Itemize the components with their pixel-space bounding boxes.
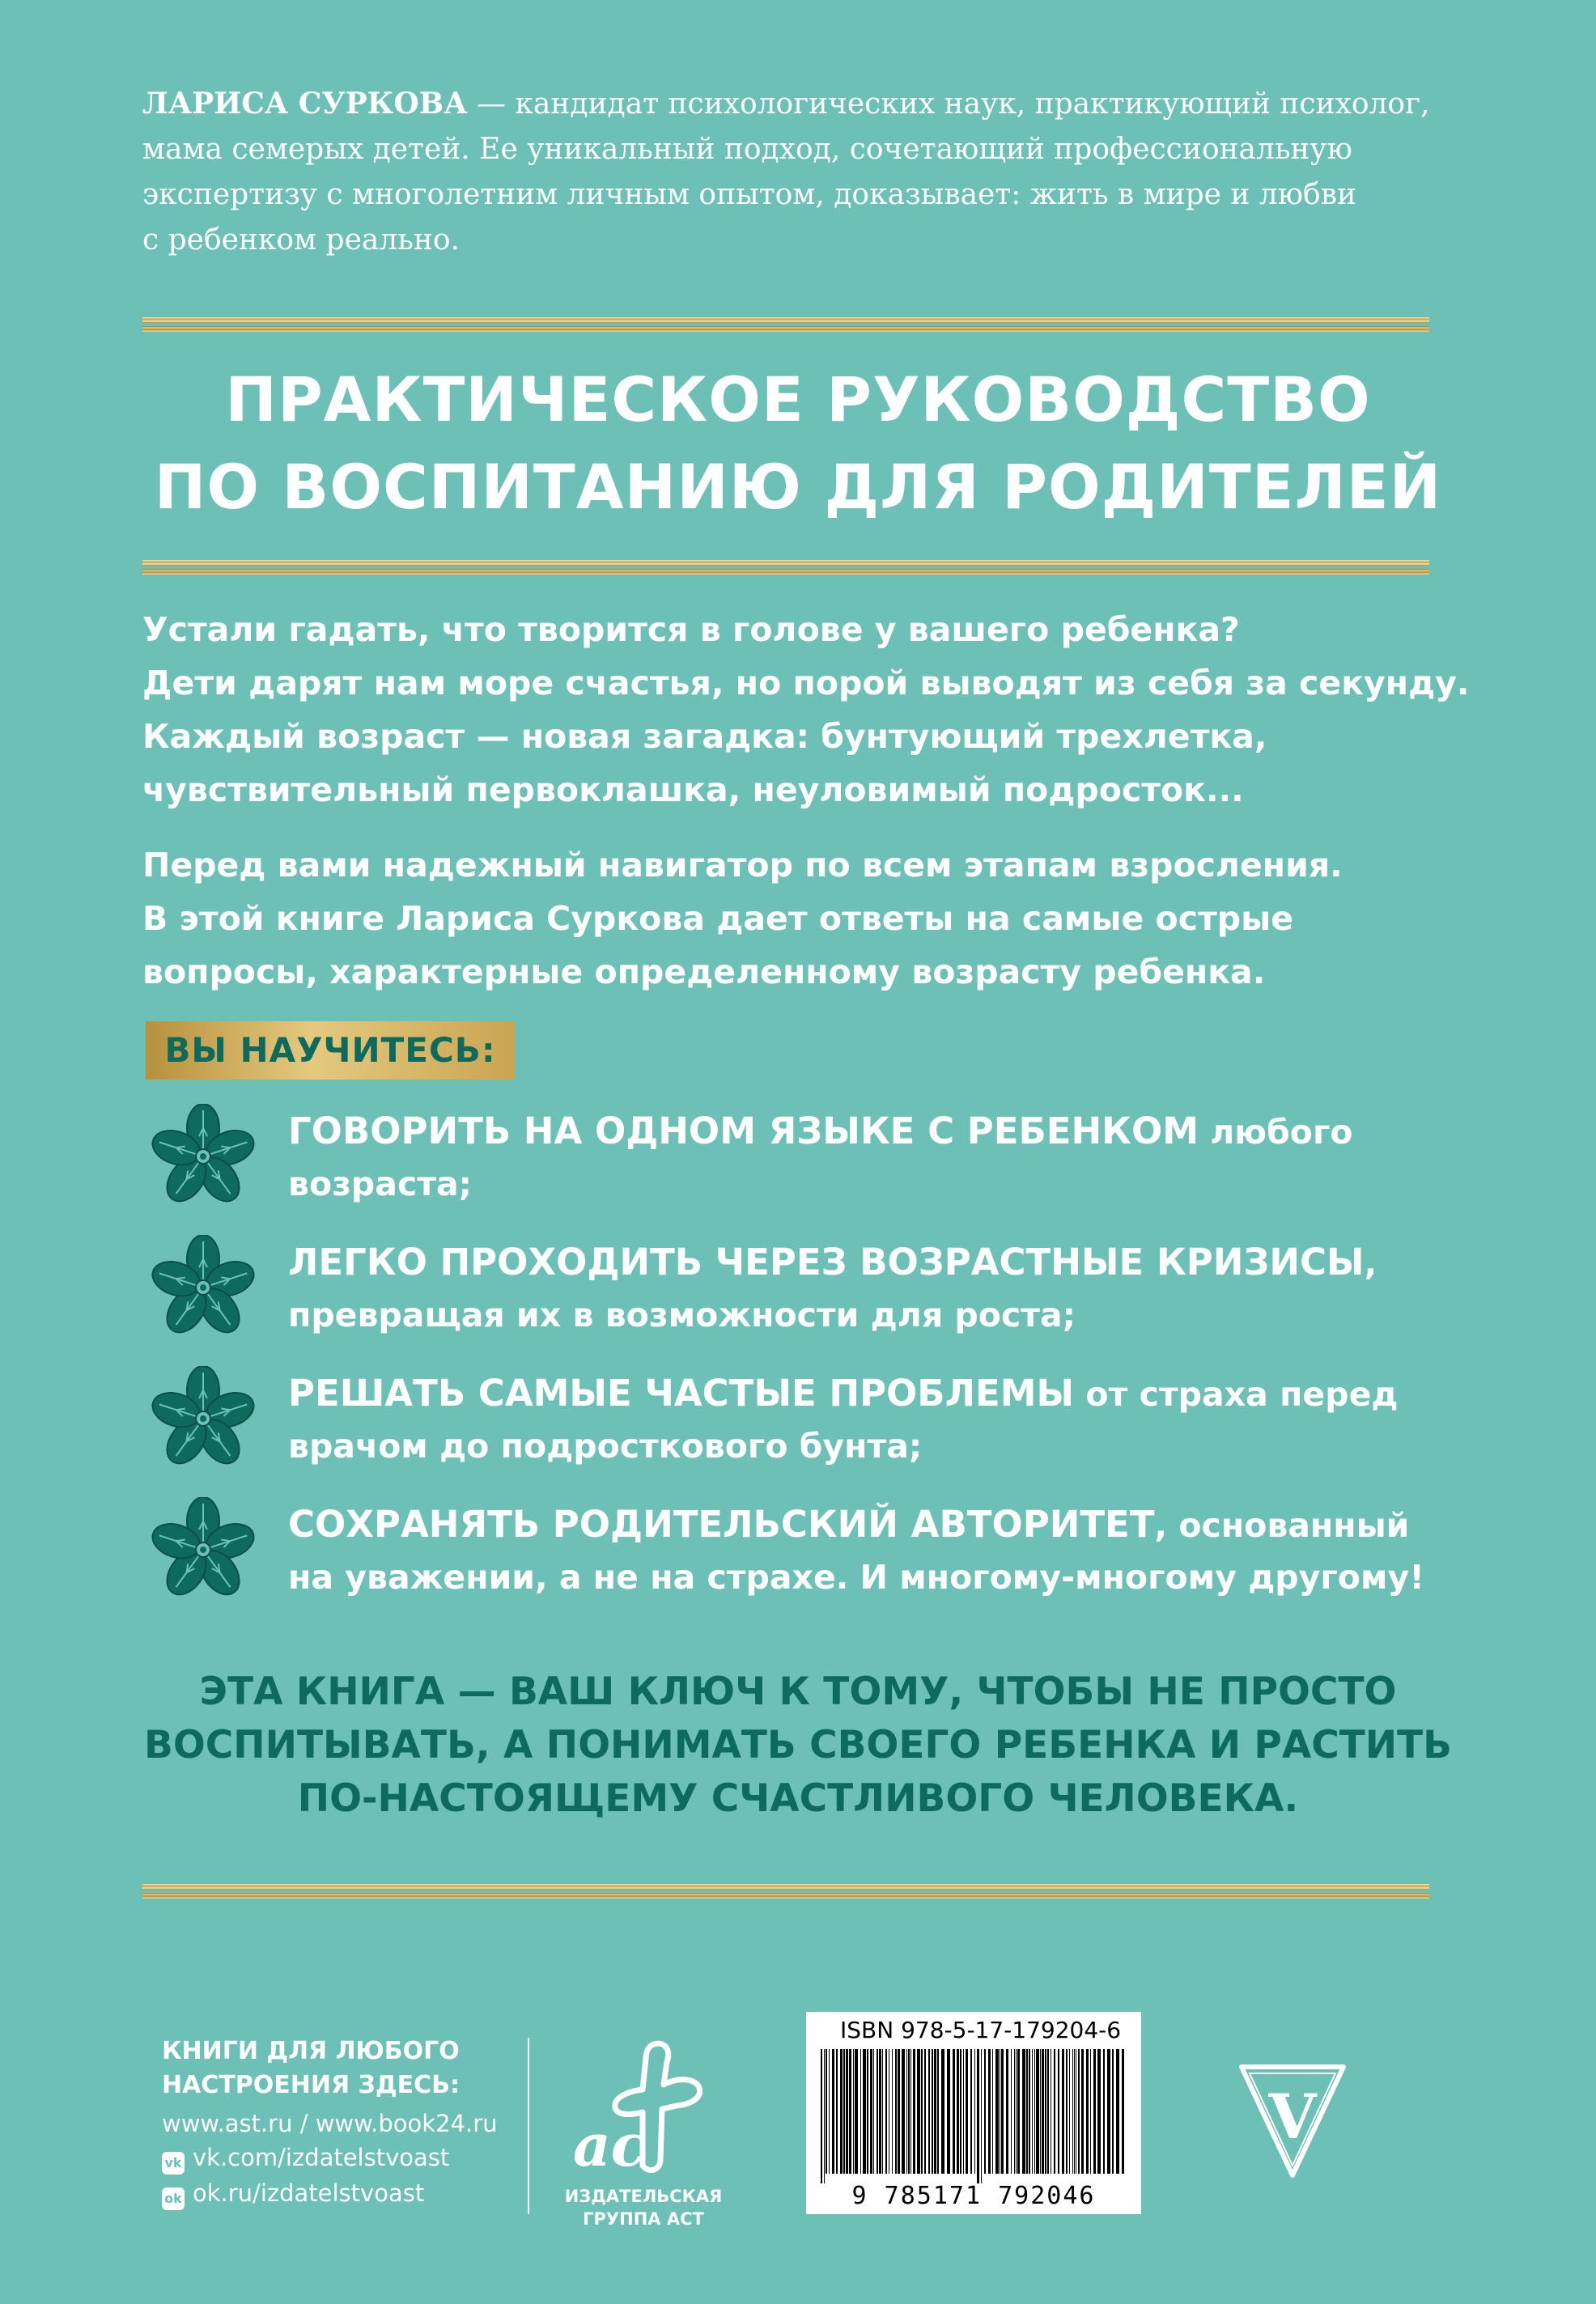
learn-item-3 bbox=[151, 1366, 1526, 1487]
isbn-number: ISBN 978-5-17-179204-6 bbox=[840, 2017, 1122, 2043]
barcode-bar bbox=[974, 2049, 975, 2174]
barcode-digits: 9 785171 792046 bbox=[851, 2182, 1096, 2210]
ok-icon: ok bbox=[162, 2187, 185, 2210]
flower-icon bbox=[151, 1104, 256, 1209]
barcode-bar bbox=[1014, 2049, 1015, 2174]
barcode-bar bbox=[873, 2049, 874, 2174]
learn-label: ВЫ НАУЧИТЕСЬ: bbox=[146, 1021, 515, 1080]
intro-line: чувствительный первоклашка, неуловимый подросток... bbox=[142, 770, 1244, 809]
barcode-bar bbox=[1112, 2049, 1114, 2174]
barcode-bar bbox=[1116, 2049, 1119, 2174]
footer-heading: КНИГИ ДЛЯ ЛЮБОГО НАСТРОЕНИЯ ЗДЕСЬ: bbox=[162, 2037, 460, 2099]
barcode-bar bbox=[1097, 2049, 1101, 2174]
barcode-bar bbox=[981, 2049, 982, 2183]
barcode-bar bbox=[984, 2049, 986, 2174]
barcode-bar bbox=[832, 2049, 834, 2174]
barcode-bar bbox=[953, 2049, 955, 2174]
barcode-bar bbox=[885, 2049, 887, 2174]
intro-line: Устали гадать, что творится в голове у вашего ребенка? bbox=[142, 610, 1240, 649]
closing-statement bbox=[0, 1665, 1596, 1826]
barcode-bar bbox=[1045, 2049, 1046, 2174]
barcode-bar bbox=[821, 2049, 822, 2183]
barcode-bar bbox=[913, 2049, 915, 2174]
headline-line-1: ПРАКТИЧЕСКОЕ РУКОВОДСТВО bbox=[225, 363, 1371, 435]
intro-line: В этой книге Лариса Суркова дает ответы на самые острые bbox=[142, 899, 1294, 938]
closing-line-3: ПО-НАСТОЯЩЕМУ СЧАСТЛИВОГО ЧЕЛОВЕКА. bbox=[297, 1776, 1299, 1821]
bio-line-2: мама семерых детей. Ее уникальный подход, сочетающий профессиональную bbox=[142, 133, 1352, 166]
barcode-bar bbox=[924, 2049, 926, 2174]
intro-paragraph-1 bbox=[142, 603, 1470, 817]
barcode-bar bbox=[917, 2049, 920, 2174]
barcode-bar bbox=[840, 2049, 843, 2174]
barcode-bar bbox=[908, 2049, 910, 2174]
barcode-icon bbox=[809, 2046, 1138, 2183]
barcode-bar bbox=[877, 2049, 878, 2174]
ast-logo-text: ac bbox=[573, 2111, 647, 2179]
barcode-bar bbox=[870, 2049, 872, 2174]
learn-item-1 bbox=[151, 1104, 1526, 1225]
barcode-bar bbox=[895, 2049, 897, 2174]
gold-divider-bottom bbox=[142, 1884, 1429, 1899]
barcode-bar bbox=[937, 2049, 939, 2174]
barcode-bar bbox=[928, 2049, 930, 2174]
barcode-bar bbox=[1047, 2049, 1049, 2174]
barcode-bar bbox=[934, 2049, 936, 2174]
barcode-bar bbox=[1006, 2049, 1008, 2174]
barcode-bar bbox=[1001, 2049, 1004, 2174]
barcode-bar bbox=[843, 2049, 845, 2174]
barcode-bar bbox=[963, 2049, 964, 2174]
vk-icon: vk bbox=[162, 2152, 185, 2175]
barcode-bar bbox=[849, 2049, 851, 2174]
barcode-bar bbox=[995, 2049, 999, 2174]
barcode-bar bbox=[1034, 2049, 1035, 2174]
barcode-bar bbox=[977, 2049, 979, 2183]
bio-line-4: с ребенком реально. bbox=[142, 223, 460, 257]
barcode-bar bbox=[1107, 2049, 1110, 2174]
barcode-bar bbox=[1066, 2049, 1068, 2174]
footer-divider bbox=[528, 2038, 529, 2214]
learn-item-text: ГОВОРИТЬ НА ОДНОМ ЯЗЫКЕ С РЕБЕНКОМ любого возраста; bbox=[288, 1110, 1353, 1203]
barcode-bar bbox=[1122, 2049, 1124, 2174]
barcode-bar bbox=[1032, 2049, 1033, 2174]
barcode-bar bbox=[1078, 2049, 1080, 2174]
barcode-bar bbox=[966, 2049, 968, 2174]
barcode-bar bbox=[1069, 2049, 1070, 2174]
barcode-bar bbox=[829, 2049, 830, 2174]
imprint-v-logo-icon bbox=[1238, 2060, 1347, 2182]
barcode-bar bbox=[1022, 2049, 1025, 2174]
barcode-bar bbox=[957, 2049, 959, 2174]
barcode-bar bbox=[853, 2049, 854, 2174]
barcode-bar bbox=[1029, 2049, 1030, 2174]
barcode-bar bbox=[898, 2049, 900, 2174]
flower-icon bbox=[151, 1235, 256, 1340]
barcode-bar bbox=[1026, 2049, 1028, 2174]
barcode-bar bbox=[941, 2049, 944, 2174]
barcode-bar bbox=[1017, 2049, 1020, 2174]
barcode-bar bbox=[1011, 2049, 1012, 2174]
learn-item-text: ЛЕГКО ПРОХОДИТЬ ЧЕРЕЗ ВОЗРАСТНЫЕ КРИЗИСЫ, превращая их в возможности для роста; bbox=[288, 1241, 1377, 1334]
author-bio bbox=[142, 81, 1454, 263]
headline-line-2: ПО ВОСПИТАНИЮ ДЛЯ РОДИТЕЛЕЙ bbox=[154, 451, 1442, 523]
barcode-bar bbox=[1016, 2049, 1017, 2174]
publisher-caption: ИЗДАТЕЛЬСКАЯ ГРУППА АСТ bbox=[564, 2187, 723, 2229]
barcode-bar bbox=[1040, 2049, 1041, 2174]
barcode-bar bbox=[855, 2049, 858, 2174]
barcode-bar bbox=[1058, 2049, 1059, 2174]
author-name: ЛАРИСА СУРКОВА bbox=[142, 87, 468, 121]
barcode-bar bbox=[1103, 2049, 1105, 2174]
barcode-bar bbox=[826, 2049, 827, 2174]
barcode-bar bbox=[860, 2049, 861, 2174]
intro-line: вопросы, характерные определенному возрасту ребенка. bbox=[142, 953, 1266, 991]
bio-line-1: ЛАРИСА СУРКОВА — кандидат психологических наук, практикующий психолог, bbox=[142, 87, 1430, 121]
barcode-bar bbox=[970, 2049, 972, 2174]
footer-ok-link[interactable]: ok ok.ru/izdatelstvoast bbox=[162, 2177, 424, 2210]
barcode-bar bbox=[921, 2049, 923, 2174]
learn-item-4 bbox=[151, 1497, 1526, 1619]
barcode-bar bbox=[1062, 2049, 1064, 2174]
barcode-bar bbox=[846, 2049, 848, 2174]
intro-line: Перед вами надежный навигатор по всем этапам взросления. bbox=[142, 846, 1343, 885]
barcode-bar bbox=[882, 2049, 883, 2174]
barcode-bar bbox=[1074, 2049, 1075, 2174]
barcode-bar bbox=[947, 2049, 950, 2174]
learn-item-2 bbox=[151, 1235, 1526, 1356]
barcode-bar bbox=[988, 2049, 991, 2174]
imprint-letter: V bbox=[1268, 2081, 1317, 2153]
barcode-bar bbox=[1042, 2049, 1044, 2174]
gold-divider-middle bbox=[142, 560, 1429, 575]
intro-paragraph-2 bbox=[142, 838, 1470, 999]
flower-icon bbox=[151, 1497, 256, 1602]
barcode-bar bbox=[1081, 2049, 1084, 2174]
barcode-bar bbox=[902, 2049, 905, 2174]
barcode-bar bbox=[836, 2049, 838, 2174]
learn-item-text: СОХРАНЯТЬ РОДИТЕЛЬСКИЙ АВТОРИТЕТ, основанный на уважении, а не на страхе. И многому-многому другому! bbox=[288, 1503, 1424, 1597]
barcode-bar bbox=[960, 2049, 961, 2174]
barcode-bar bbox=[932, 2049, 933, 2174]
barcode-bar bbox=[867, 2049, 868, 2174]
gold-divider-top bbox=[142, 317, 1429, 332]
footer-vk-link[interactable]: vk vk.com/izdatelstvoast bbox=[162, 2141, 449, 2175]
headline bbox=[0, 356, 1596, 531]
barcode-bar bbox=[879, 2049, 881, 2174]
barcode-bar bbox=[906, 2049, 907, 2174]
intro-line: Каждый возраст — новая загадка: бунтующий трехлетка, bbox=[142, 717, 1267, 756]
bio-line-3: экспертизу с многолетним личным опытом, доказывает: жить в мире и любви bbox=[142, 178, 1356, 211]
flower-icon bbox=[151, 1366, 256, 1471]
closing-line-1: ЭТА КНИГА — ВАШ КЛЮЧ К ТОМУ, ЧТОБЫ НЕ ПРОСТО bbox=[199, 1670, 1397, 1714]
barcode-bar bbox=[863, 2049, 866, 2174]
barcode-bar bbox=[1072, 2049, 1073, 2174]
barcode-bar bbox=[824, 2049, 825, 2183]
barcode-bar bbox=[1093, 2049, 1096, 2174]
barcode-bar bbox=[1036, 2049, 1039, 2174]
barcode-bar bbox=[1054, 2049, 1055, 2174]
intro-line: Дети дарят нам море счастья, но порой выводят из себя за секунду. bbox=[142, 664, 1470, 702]
learn-item-text: РЕШАТЬ САМЫЕ ЧАСТЫЕ ПРОБЛЕМЫ от страха перед врачом до подросткового бунта; bbox=[288, 1372, 1399, 1466]
barcode-bar bbox=[1086, 2049, 1089, 2174]
barcode-bar bbox=[992, 2049, 993, 2174]
closing-line-2: ВОСПИТЫВАТЬ, А ПОНИМАТЬ СВОЕГО РЕБЕНКА И РАСТИТЬ bbox=[144, 1723, 1452, 1767]
barcode-bar bbox=[910, 2049, 911, 2174]
barcode-bar bbox=[1090, 2049, 1091, 2174]
footer-websites[interactable]: www.ast.ru / www.book24.ru bbox=[162, 2110, 498, 2137]
barcode-bar bbox=[892, 2049, 893, 2174]
